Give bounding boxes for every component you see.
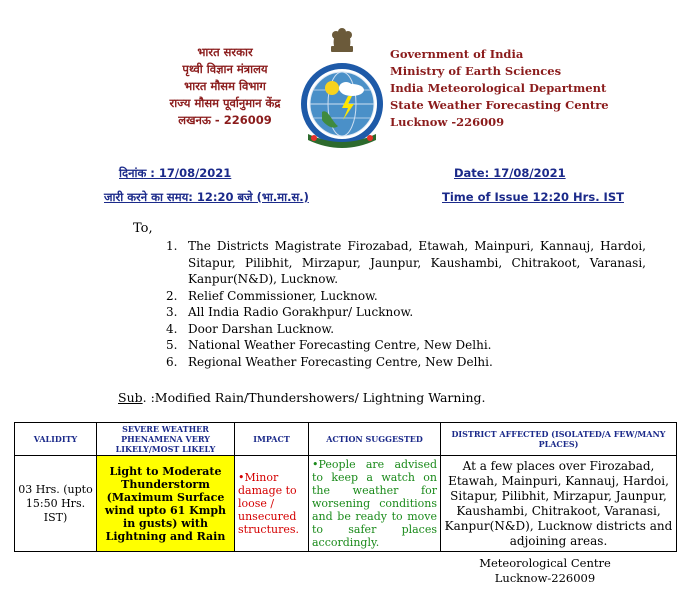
validity-cell: 03 Hrs. (upto 15:50 Hrs. IST) xyxy=(15,456,97,552)
list-item xyxy=(166,238,646,288)
subject-label: Sub xyxy=(118,390,143,405)
hindi-header-line: लखनऊ - 226009 xyxy=(178,113,272,127)
list-item xyxy=(166,321,646,338)
to-label: To, xyxy=(133,221,153,236)
column-header-validity: VALIDITY xyxy=(15,423,97,456)
column-header-action: ACTION SUGGESTED xyxy=(309,423,441,456)
date-hindi: दिनांक : 17/08/2021 xyxy=(119,166,232,180)
english-header-line: Government of India xyxy=(390,47,524,61)
list-item-text: National Weather Forecasting Centre, New Delhi. xyxy=(188,338,492,352)
list-item-number: 6. xyxy=(166,354,178,369)
hindi-header xyxy=(150,44,300,129)
list-item-number: 3. xyxy=(166,305,178,319)
issue-time-english: Time of Issue 12:20 Hrs. IST xyxy=(442,190,624,204)
imd-emblem-icon xyxy=(298,26,386,154)
column-header-impact: IMPACT xyxy=(235,423,309,456)
footer-line: Lucknow-226009 xyxy=(494,571,596,585)
hindi-header-line: पृथ्वी विज्ञान मंत्रालय xyxy=(182,62,268,76)
column-header-district: DISTRICT AFFECTED (ISOLATED/A FEW/MANY PLACES) xyxy=(441,423,677,456)
list-item-number: 4. xyxy=(166,321,178,336)
column-header-weather: SEVERE WEATHER PHENAMENA VERY LIKELY/MOST LIKELY xyxy=(97,423,235,456)
list-item-number: 5. xyxy=(166,338,178,352)
english-header xyxy=(390,46,609,131)
list-item xyxy=(166,304,646,321)
list-item-text: All India Radio Gorakhpur/ Lucknow. xyxy=(188,305,414,319)
footer-signature xyxy=(470,556,620,586)
english-header-line: Lucknow -226009 xyxy=(390,115,505,129)
hindi-header-line: राज्य मौसम पूर्वानुमान केंद्र xyxy=(169,96,281,110)
subject-line xyxy=(118,390,485,405)
subject-text: . :Modified Rain/Thundershowers/ Lightning Warning. xyxy=(142,390,486,405)
recipient-list xyxy=(166,238,646,370)
english-header-line: State Weather Forecasting Centre xyxy=(390,98,609,112)
footer-line: Meteorological Centre xyxy=(479,556,611,570)
list-item-text: The Districts Magistrate Firozabad, Etawah, Mainpuri, Kannauj, Hardoi, Sitapur, Pilibhit, Mirzapur, Jaunpur, Kaushambi, Chitrakoot, Varanasi, Kanpur(N&D), Lucknow. xyxy=(188,239,646,286)
table-header-row xyxy=(15,423,677,456)
english-header-line: Ministry of Earth Sciences xyxy=(390,64,562,78)
list-item-text: Regional Weather Forecasting Centre, New Delhi. xyxy=(188,354,493,369)
district-cell: At a few places over Firozabad, Etawah, Mainpuri, Kannauj, Hardoi, Sitapur, Pilibhit, Mirzapur, Jaunpur, Kaushambi, Chitrakoot, Varanasi, Kanpur(N&D), Lucknow districts and adjoining areas. xyxy=(441,456,677,552)
list-item-number: 2. xyxy=(166,288,178,303)
list-item-text: Door Darshan Lucknow. xyxy=(188,321,335,336)
weather-cell: Light to Moderate Thunderstorm (Maximum Surface wind upto 61 Kmph in gusts) with Lightning and Rain xyxy=(97,456,235,552)
hindi-header-line: भारत सरकार xyxy=(197,45,253,59)
date-english: Date: 17/08/2021 xyxy=(454,166,566,180)
table-row xyxy=(15,456,677,552)
hindi-header-line: भारत मौसम विभाग xyxy=(184,79,266,93)
list-item xyxy=(166,288,646,305)
list-item xyxy=(166,354,646,371)
issue-time-hindi: जारी करने का समय: 12:20 बजे (भा.मा.स.) xyxy=(104,190,309,204)
impact-cell: •Minor damage to loose / unsecured structures. xyxy=(235,456,309,552)
list-item-number: 1. xyxy=(166,239,178,253)
list-item-text: Relief Commissioner, Lucknow. xyxy=(188,288,378,303)
warning-table xyxy=(14,422,677,552)
action-cell: •People are advised to keep a watch on the weather for worsening conditions and be ready to move to safer places accordingly. xyxy=(309,456,441,552)
english-header-line: India Meteorological Department xyxy=(390,81,607,95)
list-item xyxy=(166,337,646,354)
